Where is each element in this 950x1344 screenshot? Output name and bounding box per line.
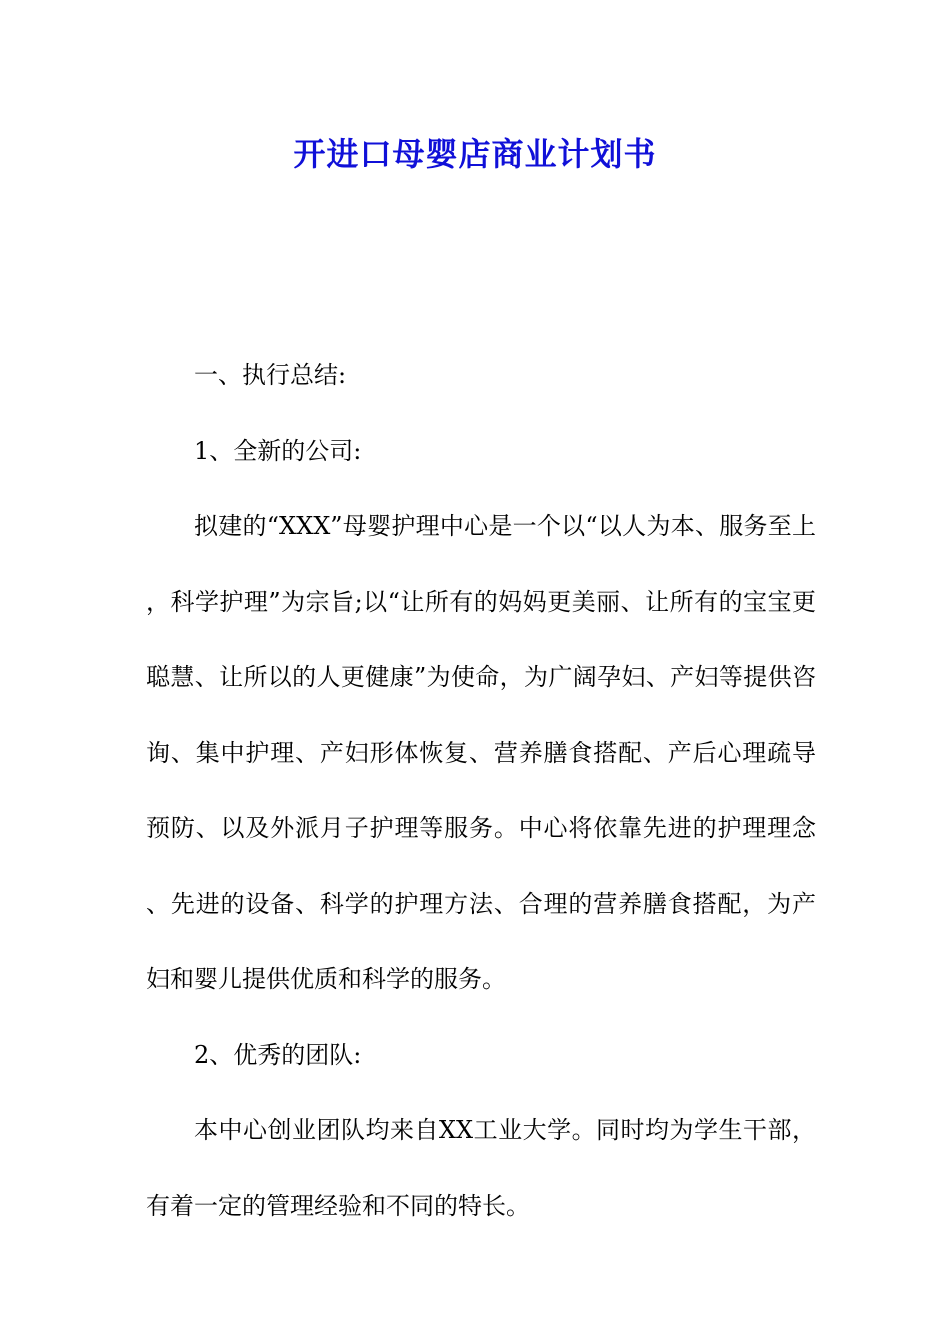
paragraph-company-description: 拟建的“XXX”母婴护理中心是一个以“以人为本、服务至上，科学护理”为宗旨;以“让所有的妈妈更美丽、让所有的宝宝更聪慧、让所以的人更健康”为使命，为广阔孕妇、产妇等提供咨询、集中护理、产妇形体恢复、营养膳食搭配、产后心理疏导预防、以及外派月子护理等服务。中心将依靠先进的护理理念、先进的设备、科学的护理方法、合理的营养膳食搭配，为产妇和婴儿提供优质和科学的服务。 — [146, 512, 816, 993]
heading-executive-summary: 一、执行总结: — [194, 361, 347, 389]
paragraph-team-description: 本中心创业团队均来自XX工业大学。同时均为学生干部，有着一定的管理经验和不同的特长。 — [146, 1116, 816, 1220]
subheading-excellent-team: 2、优秀的团队: — [194, 1040, 362, 1069]
subheading-new-company: 1、全新的公司: — [194, 436, 362, 465]
document-title: 开进口母婴店商业计划书 — [293, 135, 657, 173]
document-body — [146, 338, 816, 1244]
